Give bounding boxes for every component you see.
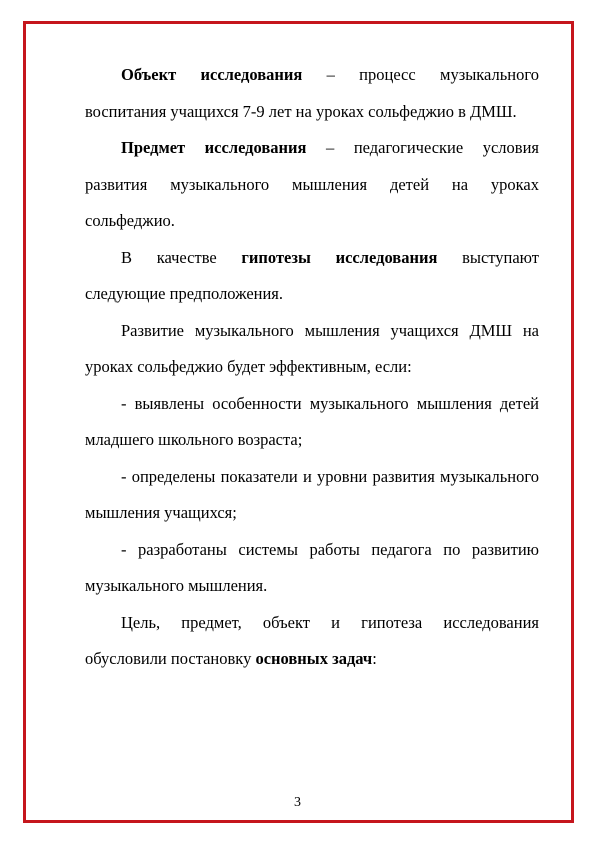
paragraph-text: выступают следующие предположения. [85, 247, 539, 303]
paragraph-text: - разработаны системы работы педагога по развитию музыкального мышления. [85, 539, 539, 595]
paragraph-text: - определены показатели и уровни развития музыкального мышления учащихся; [85, 466, 539, 522]
paragraph-text: Развитие музыкального мышления учащихся ДМШ на уроках сольфеджио будет эффективным, если: [85, 320, 539, 376]
paragraph-text: : [372, 649, 377, 668]
term-research-subject: Предмет исследования [121, 138, 307, 157]
paragraph-text: – процесс музыкального воспитания учащихся 7-9 лет на уроках сольфеджио в ДМШ. [85, 65, 539, 121]
paragraph-research-subject [85, 130, 539, 240]
paragraph-text-before: В качестве [121, 247, 242, 267]
paragraph-text: – педагогические условия развития музыкального мышления детей на уроках сольфеджио. [85, 138, 540, 230]
body-text [85, 57, 539, 678]
paragraph-hypothesis [85, 240, 539, 313]
paragraph-condition [85, 313, 539, 386]
paragraph-goals [85, 605, 539, 678]
paragraph-text-before: Цель, предмет, объект и гипотеза исследования обусловили постановку [85, 612, 539, 668]
term-main-tasks: основных задач [255, 649, 373, 668]
paragraph-research-object [85, 57, 539, 130]
list-item-indicators [85, 459, 539, 532]
term-hypothesis: гипотезы исследования [241, 247, 438, 267]
paragraph-text: - выявлены особенности музыкального мышления детей младшего школьного возраста; [85, 393, 539, 449]
list-item-systems [85, 532, 539, 605]
list-item-features [85, 386, 539, 459]
page-number: 3 [294, 795, 301, 810]
term-research-object: Объект исследования [121, 65, 303, 84]
